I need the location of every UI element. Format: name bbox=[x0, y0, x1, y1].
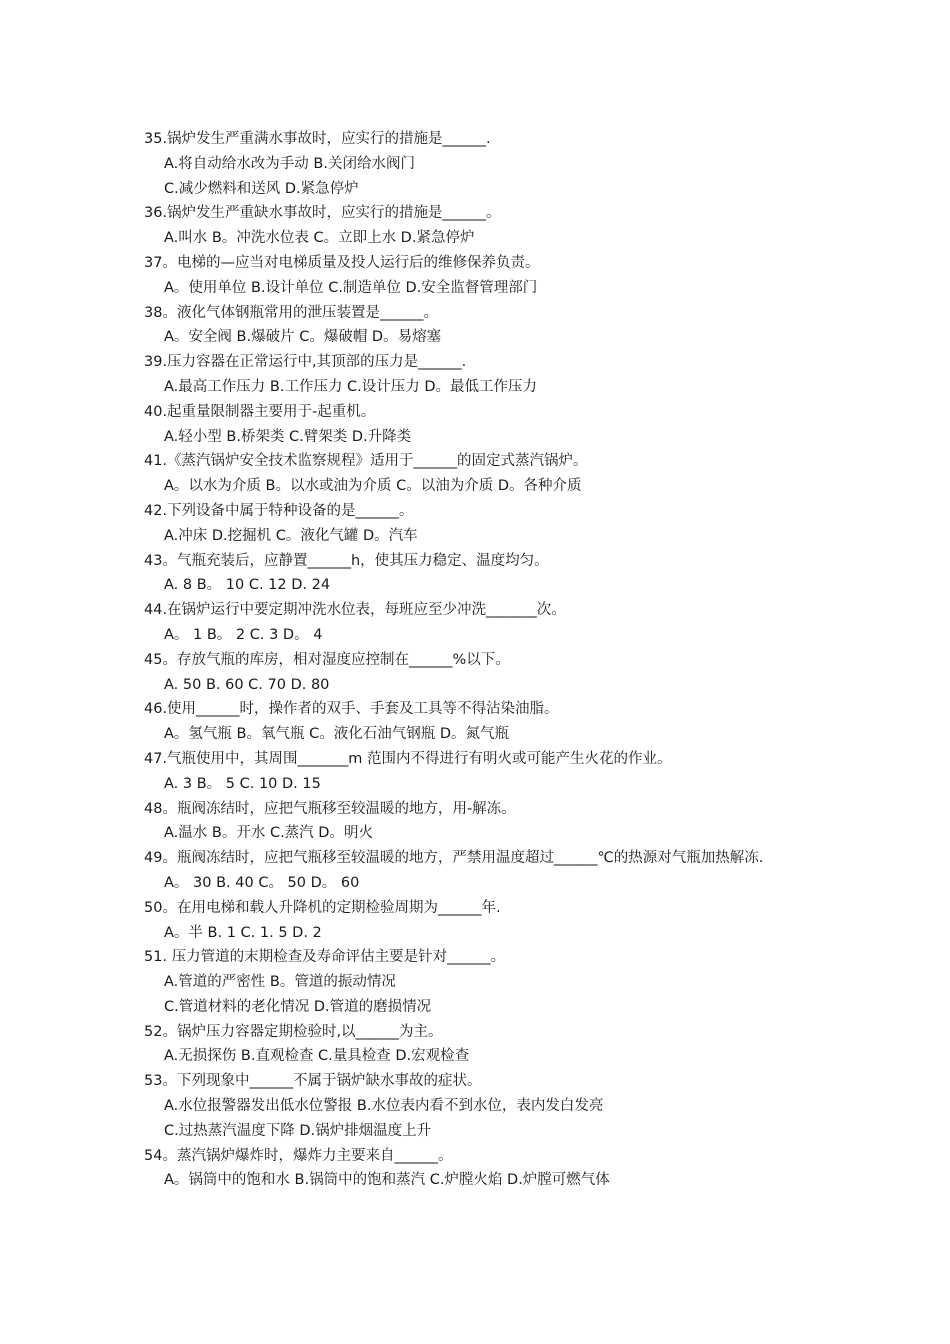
question-text: 44.在锅炉运行中要定期冲洗水位表，每班应至少冲洗_______次。 bbox=[144, 602, 566, 619]
question-text: 46.使用______时，操作者的双手、手套及工具等不得沾染油脂。 bbox=[144, 701, 559, 718]
answer-options: A. 3 B。 5 C. 10 D. 15 bbox=[164, 775, 321, 792]
answer-options: A.轻小型 B.桥架类 C.臂架类 D.升降类 bbox=[164, 428, 412, 445]
answer-options: A.无损探伤 B.直观检查 C.量具检查 D.宏观检查 bbox=[164, 1048, 470, 1065]
question-block bbox=[144, 499, 812, 549]
question-block bbox=[144, 201, 812, 251]
question-text: 51. 压力管道的末期检查及寿命评估主要是针对______。 bbox=[144, 949, 506, 966]
question-text: 43。气瓶充装后，应静置______h，使其压力稳定、温度均匀。 bbox=[144, 552, 549, 569]
answer-options: A.水位报警器发出低水位警报 B.水位表内看不到水位，表内发白发亮 bbox=[164, 1098, 604, 1115]
question-block bbox=[144, 896, 812, 946]
question-block bbox=[144, 251, 812, 301]
question-text: 49。瓶阀冻结时，应把气瓶移至较温暖的地方，严禁用温度超过______℃的热源对气瓶加热解冻. bbox=[144, 850, 764, 867]
answer-options: A。 1 B。 2 C. 3 D。 4 bbox=[164, 626, 323, 643]
question-block bbox=[144, 648, 812, 698]
answer-options: A.冲床 D.挖掘机 C。液化气罐 D。汽车 bbox=[164, 527, 418, 544]
answer-options: A。使用单位 B.设计单位 C.制造单位 D.安全监督管理部门 bbox=[164, 279, 538, 296]
question-block bbox=[144, 350, 812, 400]
question-block bbox=[144, 400, 812, 450]
question-text: 42.下列设备中属于特种设备的是______。 bbox=[144, 502, 414, 519]
answer-options: A。以水为介质 B。以水或油为介质 C。以油为介质 D。各种介质 bbox=[164, 478, 582, 495]
question-block bbox=[144, 1144, 812, 1194]
answer-options: A。 30 B. 40 C。 50 D。 60 bbox=[164, 874, 360, 891]
answer-options: C.过热蒸汽温度下降 D.锅炉排烟温度上升 bbox=[164, 1122, 432, 1139]
question-block bbox=[144, 127, 812, 201]
question-block bbox=[144, 747, 812, 797]
answer-options: A.最高工作压力 B.工作压力 C.设计压力 D。最低工作压力 bbox=[164, 378, 538, 395]
question-text: 35.锅炉发生严重满水事故时，应实行的措施是______. bbox=[144, 131, 491, 147]
question-text: 50。在用电梯和载人升降机的定期检验周期为______年. bbox=[144, 899, 501, 916]
question-block bbox=[144, 449, 812, 499]
answer-options: A。安全阀 B.爆破片 C。爆破帽 D。易熔塞 bbox=[164, 329, 442, 346]
question-text: 40.起重量限制器主要用于-起重机。 bbox=[144, 403, 376, 420]
question-block bbox=[144, 598, 812, 648]
answer-options: A.叫水 B。冲洗水位表 C。立即上水 D.紧急停炉 bbox=[164, 230, 475, 247]
question-text: 41.《蒸汽锅炉安全技术监察规程》适用于______的固定式蒸汽锅炉。 bbox=[144, 453, 588, 470]
question-text: 37。电梯的—应当对电梯质量及投人运行后的维修保养负责。 bbox=[144, 254, 540, 271]
question-text: 45。存放气瓶的库房，相对湿度应控制在______%以下。 bbox=[144, 651, 510, 668]
answer-options: A.管道的严密性 B。管道的振动情况 bbox=[164, 974, 396, 991]
question-text: 53。下列现象中______不属于锅炉缺水事故的症状。 bbox=[144, 1073, 482, 1090]
answer-options: A。半 B. 1 C. 1. 5 D. 2 bbox=[164, 924, 322, 941]
answer-options: A. 50 B. 60 C. 70 D. 80 bbox=[164, 676, 330, 693]
answer-options: C.管道材料的老化情况 D.管道的磨损情况 bbox=[164, 998, 432, 1015]
question-text: 48。瓶阀冻结时，应把气瓶移至较温暖的地方，用-解冻。 bbox=[144, 800, 516, 817]
question-text: 54。蒸汽锅炉爆炸时，爆炸力主要来自______。 bbox=[144, 1147, 453, 1164]
question-block bbox=[144, 1020, 812, 1070]
question-block bbox=[144, 797, 812, 847]
question-text: 47.气瓶使用中，其周围_______m 范围内不得进行有明火或可能产生火花的作业。 bbox=[144, 750, 672, 767]
answer-options: A。锅筒中的饱和水 B.锅筒中的饱和蒸汽 C.炉膛火焰 D.炉膛可燃气体 bbox=[164, 1172, 610, 1189]
question-block bbox=[144, 697, 812, 747]
question-text: 39.压力容器在正常运行中,其顶部的压力是______. bbox=[144, 354, 467, 371]
question-text: 38。液化气体钢瓶常用的泄压装置是______。 bbox=[144, 304, 438, 321]
question-block bbox=[144, 301, 812, 351]
question-block bbox=[144, 846, 812, 896]
answer-options: A. 8 B。 10 C. 12 D. 24 bbox=[164, 577, 331, 594]
question-text: 52。锅炉压力容器定期检验时,以______为主。 bbox=[144, 1023, 443, 1040]
question-block bbox=[144, 1069, 812, 1143]
question-block bbox=[144, 549, 812, 599]
answer-options: A.温水 B。开水 C.蒸汽 D。明火 bbox=[164, 825, 373, 842]
question-list bbox=[144, 127, 812, 1193]
question-block bbox=[144, 945, 812, 1019]
answer-options: C.减少燃料和送风 D.紧急停炉 bbox=[164, 180, 359, 197]
answer-options: A.将自动给水改为手动 B.关闭给水阀门 bbox=[164, 155, 415, 172]
question-text: 36.锅炉发生严重缺水事故时，应实行的措施是______。 bbox=[144, 205, 501, 222]
answer-options: A。氢气瓶 B。氧气瓶 C。液化石油气钢瓶 D。氮气瓶 bbox=[164, 726, 509, 743]
